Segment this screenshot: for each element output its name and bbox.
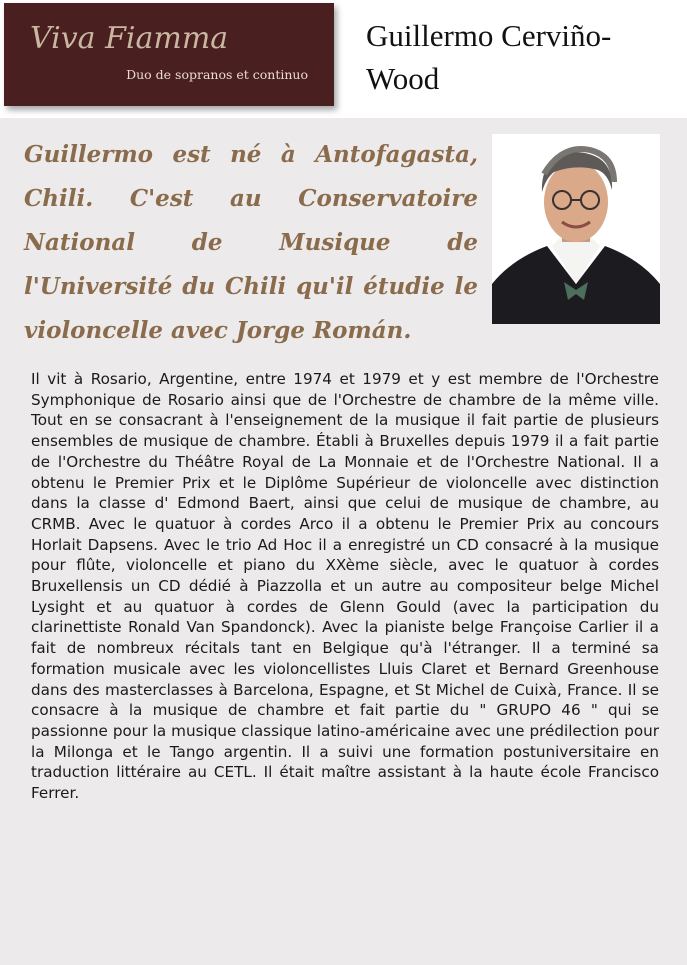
brand-title: Viva Fiamma xyxy=(30,21,229,56)
intro-paragraph: Guillermo est né à Antofagasta, Chili. C'est au Conservatoire National de Musique de l'Université du Chili qu'il étudie le violoncelle avec Jorge Román. xyxy=(24,141,478,344)
brand-subtitle: Duo de sopranos et continuo xyxy=(126,67,308,82)
portrait-illustration xyxy=(492,134,660,324)
brand-logo-box xyxy=(4,3,334,106)
portrait-photo xyxy=(492,134,660,324)
page-title: Guillermo Cerviño-Wood xyxy=(366,18,612,96)
biography-paragraph: Il vit à Rosario, Argentine, entre 1974 et 1979 et y est membre de l'Orchestre Symphonique de Rosario ainsi que de l'Orchestre de chambre de la même ville. Tout en se consacrant à l'enseignement de la musique il fait partie de plusieurs ensembles de musique de chambre. Établi à Bruxelles depuis 1979 il a fait partie de l'Orchestre du Théâtre Royal de La Monnaie et de l'Orchestre National. Il a obtenu le Premier Prix et le Diplôme Supérieur de violoncelle avec distinction dans la classe d' Edmond Baert, ainsi que celui de musique de chambre, au CRMB. Avec le quatuor à cordes Arco il a obtenu le Premier Prix au concours Horlait Dapsens. Avec le trio Ad Hoc il a enregistré un CD consacré à la musique pour flûte, violoncelle et piano du XXème siècle, avec le quatuor à cordes Bruxellensis un CD dédié à Piazzolla et un autre au compositeur belge Michel Lysight et au quatuor à cordes de Glenn Gould (avec la participation du clarinettiste Ronald Van Spandonck). Avec la pianiste belge Françoise Carlier il a fait de nombreux récitals tant en Belgique qu'à l'étranger. Il a terminé sa formation musicale avec les violoncellistes Lluis Claret et Bernard Greenhouse dans des masterclasses à Barcelona, Espagne, et St Michel de Cuixà, France. Il se consacre à la musique de chambre et fait partie du " GRUPO 46 " qui se passionne pour la musique classique latino-américaine avec une prédilection pour la Milonga et le Tango argentin. Il a suivi une formation postuniversitaire en traduction littéraire au CETL. Il était maître assistant à la haute école Francisco Ferrer. xyxy=(31,370,659,803)
